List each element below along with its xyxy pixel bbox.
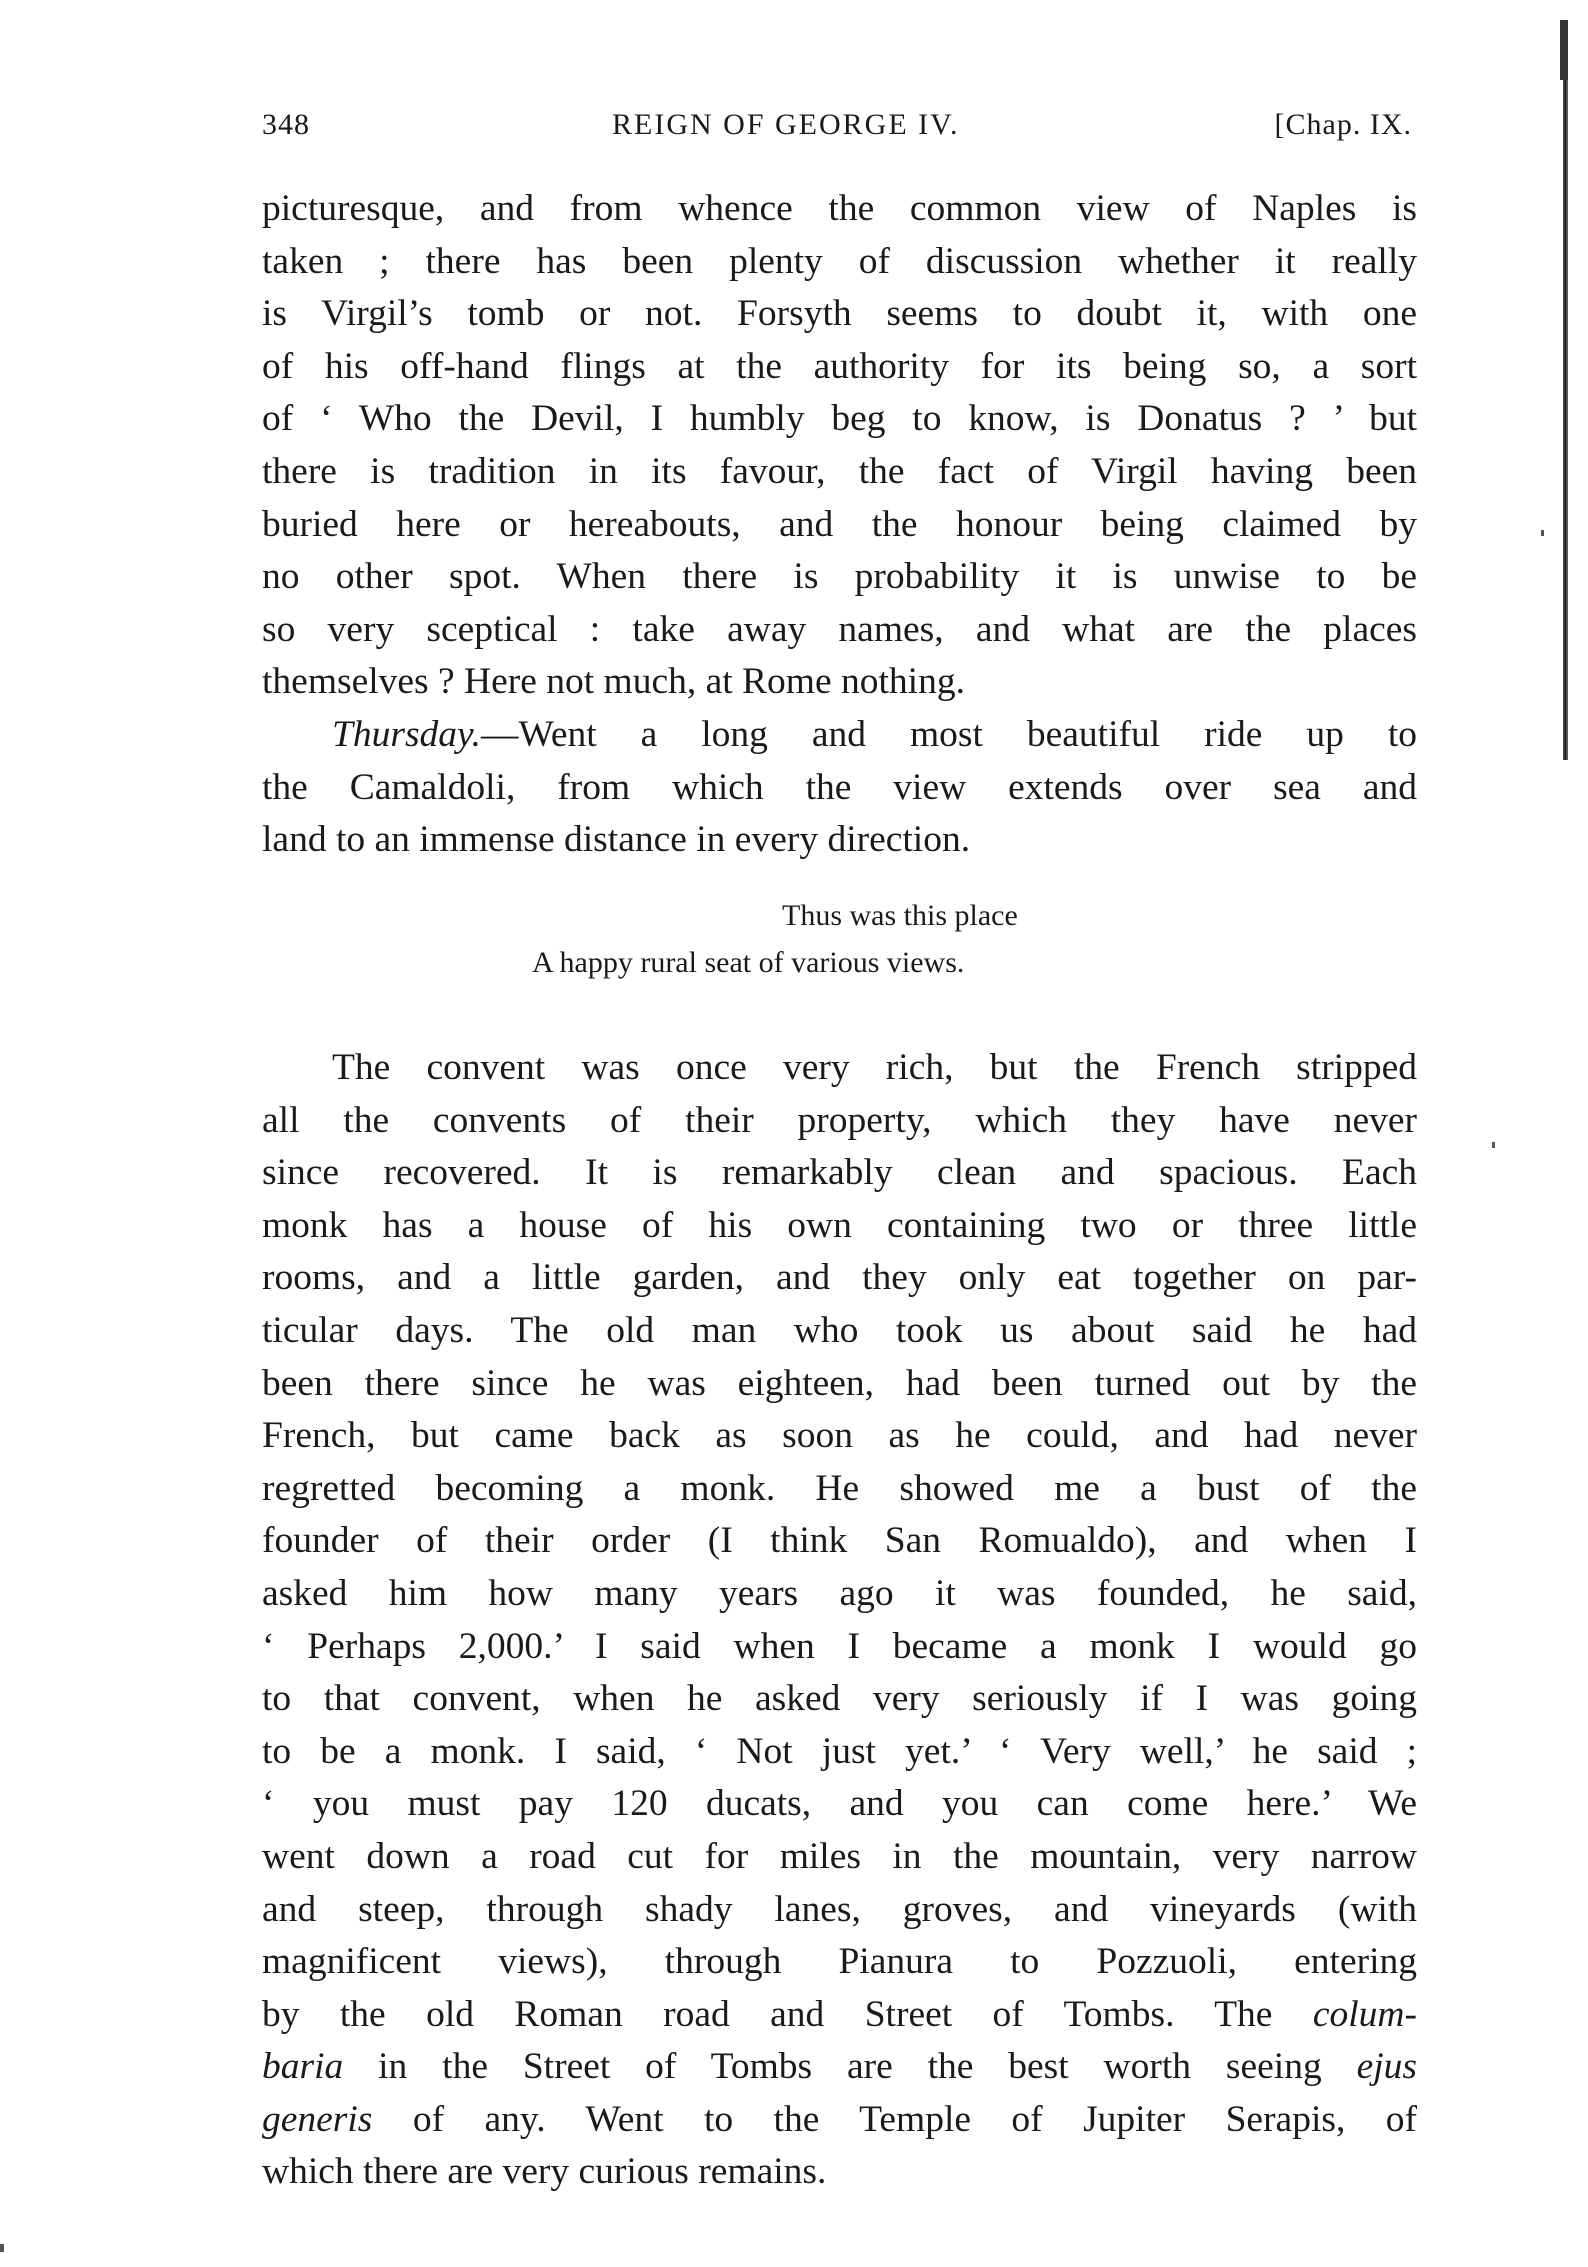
text-line: picturesque, and from whence the common view of Naples is	[262, 188, 1417, 229]
paragraph-virgil-tomb	[262, 183, 1417, 867]
text-line: ‘ you must pay 120 ducats, and you can come here.’ We	[262, 1783, 1417, 1825]
paragraph-convent	[262, 1042, 1417, 2199]
text-line: and steep, through shady lanes, groves, and vineyards (with	[262, 1888, 1417, 1930]
text-line: ‘ Perhaps 2,000.’ I said when I became a monk I would go	[262, 1625, 1417, 1667]
page-number: 348	[262, 108, 310, 141]
text-line: magnificent views), through Pianura to Pozzuoli, entering	[262, 1941, 1417, 1983]
text-line: regretted becoming a monk. He showed me a bust of the	[262, 1467, 1417, 1509]
text-line: of his off-hand flings at the authority for its being so, a sort	[262, 345, 1417, 387]
text-line: to that convent, when he asked very seriously if I was going	[262, 1678, 1417, 1720]
text-line-columbaria	[262, 1989, 1417, 2042]
italic-word: baria	[262, 2046, 344, 2088]
text-line-ejus	[262, 2041, 1417, 2094]
text-line: buried here or hereabouts, and the honour being claimed by	[262, 503, 1417, 545]
text-line: asked him how many years ago it was founded, he said,	[262, 1572, 1417, 1614]
text-line: to be a monk. I said, ‘ Not just yet.’ ‘ Very well,’ he said ;	[262, 1730, 1417, 1772]
text-line: no other spot. When there is probability it is unwise to be	[262, 556, 1417, 598]
text-line: rooms, and a little garden, and they only eat together on par-	[262, 1257, 1417, 1299]
text-line: all the convents of their property, which they have never	[262, 1099, 1417, 1141]
text-span: by the old Roman road and Street of Tombs. The	[262, 1993, 1313, 2035]
text-line: taken ; there has been plenty of discussion whether it really	[262, 240, 1417, 282]
text-line: ticular days. The old man who took us about said he had	[262, 1309, 1417, 1351]
verse-line-1: Thus was this place	[782, 899, 1018, 932]
text-line: monk has a house of his own containing two or three little	[262, 1204, 1417, 1246]
text-line: of ‘ Who the Devil, I humbly beg to know, is Donatus ? ’ but	[262, 398, 1417, 440]
running-title: REIGN OF GEORGE IV.	[612, 108, 960, 141]
thursday-italic: Thursday.	[332, 713, 481, 755]
margin-speck	[0, 2244, 4, 2252]
text-line: so very sceptical : take away names, and what are the places	[262, 608, 1417, 650]
italic-word: generis	[262, 2098, 373, 2140]
text-line: there is tradition in its favour, the fact of Virgil having been	[262, 450, 1417, 492]
text-line-generis	[262, 2094, 1417, 2147]
text-line: themselves ? Here not much, at Rome nothing.	[262, 661, 965, 703]
text-line-thursday	[262, 709, 1417, 762]
text-line: French, but came back as soon as he could, and had never	[262, 1415, 1417, 1457]
text-line: The convent was once very rich, but the French stripped	[332, 1047, 1417, 1088]
italic-word: colum-	[1312, 1993, 1417, 2035]
verse-line-2: A happy rural seat of various views.	[532, 946, 965, 979]
text-span: in the Street of Tombs are the best worth seeing	[343, 2046, 1357, 2088]
text-line: since recovered. It is remarkably clean and spacious. Each	[262, 1152, 1417, 1194]
italic-word: ejus	[1356, 2046, 1417, 2088]
text-span: of any. Went to the Temple of Jupiter Serapis, of	[372, 2098, 1417, 2140]
margin-speck	[1492, 1142, 1495, 1148]
page-edge-top	[1560, 20, 1568, 80]
margin-speck	[1541, 530, 1544, 536]
chapter-label: [Chap. IX.	[1274, 108, 1412, 141]
text-line: founder of their order (I think San Romualdo), and when I	[262, 1520, 1417, 1562]
text-line: been there since he was eighteen, had been turned out by the	[262, 1362, 1417, 1404]
page-edge-shadow	[1563, 20, 1568, 760]
text-span: —Went a long and most beautiful ride up to	[481, 713, 1417, 755]
text-line: which there are very curious remains.	[262, 2151, 827, 2193]
text-line: went down a road cut for miles in the mountain, very narrow	[262, 1835, 1417, 1877]
text-line: is Virgil’s tomb or not. Forsyth seems to doubt it, with one	[262, 293, 1417, 335]
running-header	[262, 108, 1412, 148]
text-line: land to an immense distance in every direction.	[262, 819, 971, 861]
text-line: the Camaldoli, from which the view extends over sea and	[262, 766, 1417, 808]
